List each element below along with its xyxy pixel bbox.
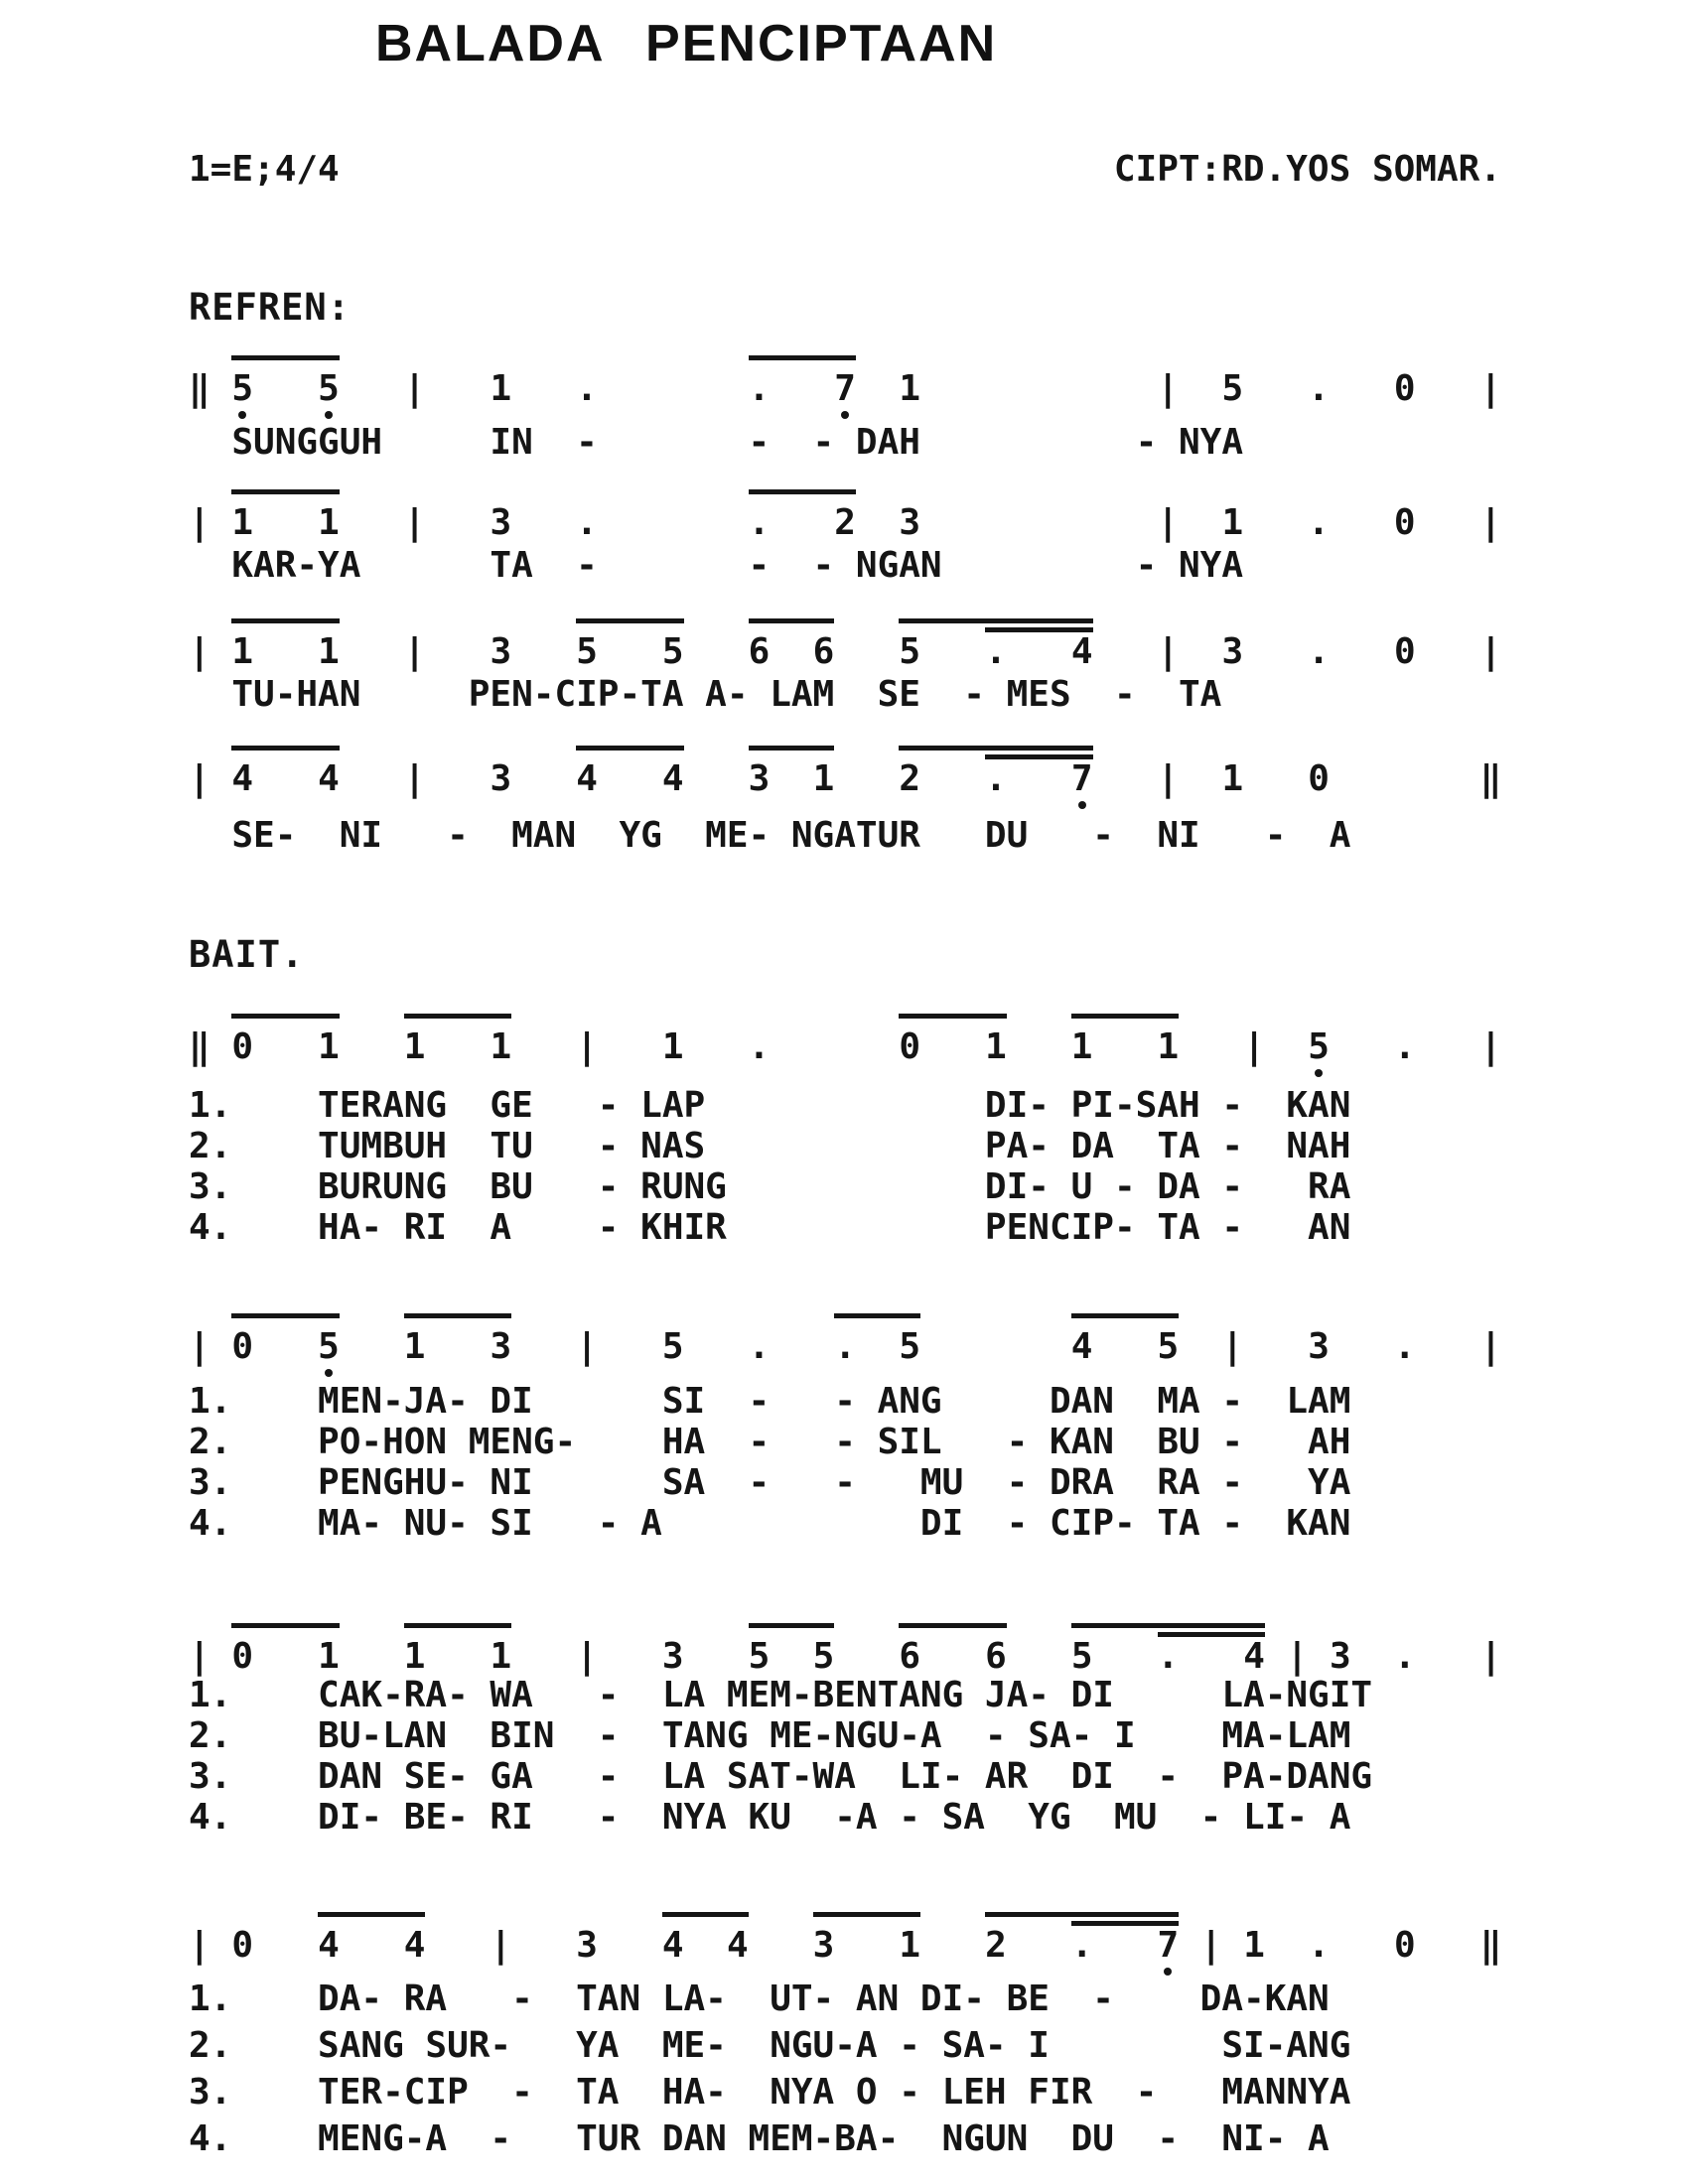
beamed-notes: 4 bbox=[576, 758, 598, 799]
beamed-notes bbox=[425, 1025, 490, 1069]
beamed-notes bbox=[1093, 1924, 1158, 1968]
notes: | bbox=[189, 1925, 232, 1966]
beamed-notes: 1 bbox=[490, 1636, 512, 1677]
notes: . | bbox=[1350, 1636, 1502, 1677]
beamed-notes: 7 bbox=[1157, 1925, 1180, 1966]
notes: . | bbox=[1329, 1026, 1502, 1067]
notation-line bbox=[189, 630, 1501, 674]
beamed-notes bbox=[1007, 630, 1071, 674]
beamed-notes bbox=[598, 757, 662, 801]
beamed-notes bbox=[1007, 1924, 1071, 1968]
beamed-notes: 1 bbox=[403, 1026, 426, 1067]
notes bbox=[834, 630, 899, 674]
beamed-notes bbox=[598, 630, 662, 674]
beamed-notes bbox=[1179, 1635, 1243, 1679]
notes: | 3 bbox=[425, 1925, 662, 1966]
beamed-notes: 4 bbox=[318, 1925, 340, 1966]
beamed-notes: 4 bbox=[1070, 1326, 1093, 1367]
beamed-notes: 6 bbox=[985, 1636, 1007, 1677]
notes: | bbox=[1179, 1026, 1309, 1067]
beamed-notes bbox=[253, 367, 318, 411]
beamed-notes bbox=[770, 1635, 812, 1679]
beamed-notes: . bbox=[748, 368, 771, 409]
lyric-line: 2. SANG SUR- YA ME- NGU-A - SA- I SI-ANG bbox=[189, 2025, 1351, 2066]
notes bbox=[920, 1325, 1071, 1369]
section-label: BAIT. bbox=[189, 933, 305, 976]
beamed-notes: . bbox=[1070, 1925, 1093, 1966]
beamed-notes bbox=[253, 757, 318, 801]
lyric-line: 4. MA- NU- SI - A DI - CIP- TA - KAN bbox=[189, 1503, 1351, 1544]
lyric-line: 3. DAN SE- GA - LA SAT-WA LI- AR DI - PA-DANG bbox=[189, 1756, 1373, 1797]
notes: 1 bbox=[1243, 1925, 1265, 1966]
beamed-notes: . bbox=[834, 1326, 856, 1367]
beamed-notes bbox=[253, 1635, 318, 1679]
beamed-notes: 7 bbox=[834, 368, 856, 409]
beamed-notes: 1 bbox=[403, 1636, 426, 1677]
beamed-notes: 4 bbox=[1070, 631, 1093, 672]
notes: | bbox=[189, 1326, 232, 1367]
beamed-notes: 5 bbox=[812, 1636, 835, 1677]
lyric-line: 2. TUMBUH TU - NAS PA- DA TA - NAH bbox=[189, 1126, 1351, 1166]
beamed-notes: 6 bbox=[899, 1636, 921, 1677]
beamed-notes: 5 bbox=[231, 368, 254, 409]
lyric-line: 4. DI- BE- RI - NYA KU -A - SA YG MU - LI- A bbox=[189, 1797, 1351, 1838]
beamed-notes: 5 bbox=[576, 631, 598, 672]
notes: 0 bbox=[231, 1925, 254, 1966]
beamed-notes: 5 bbox=[1070, 1636, 1093, 1677]
beamed-notes bbox=[1092, 1025, 1157, 1069]
beamed-notes: 1 bbox=[403, 1326, 426, 1367]
lyric-line: 3. BURUNG BU - RUNG DI- U - DA - RA bbox=[189, 1166, 1351, 1207]
notes: 1 | 5 . 0 | bbox=[855, 368, 1502, 409]
beamed-notes: 4 bbox=[661, 1925, 684, 1966]
notation-line bbox=[189, 1924, 1501, 1968]
beamed-notes: 1 bbox=[318, 1636, 340, 1677]
beamed-notes: 1 bbox=[812, 758, 835, 799]
beamed-notes bbox=[253, 1025, 318, 1069]
notes: ‖ bbox=[189, 368, 232, 409]
beamed-notes bbox=[253, 501, 318, 545]
beamed-notes: 0 bbox=[899, 1026, 921, 1067]
beamed-notes: 3 bbox=[490, 1326, 512, 1367]
notes: ‖ bbox=[189, 1026, 232, 1067]
beamed-notes: 1 bbox=[490, 1026, 512, 1067]
notes: | 1 . bbox=[339, 368, 749, 409]
beamed-notes: 1 bbox=[318, 502, 340, 543]
beamed-notes bbox=[834, 1924, 899, 1968]
beamed-notes bbox=[920, 1025, 985, 1069]
notes: | 1 . bbox=[511, 1026, 900, 1067]
beamed-notes bbox=[856, 1325, 899, 1369]
lyric-line: 2. BU-LAN BIN - TANG ME-NGU-A - SA- I MA-LAM bbox=[189, 1715, 1351, 1756]
notes: | bbox=[189, 502, 232, 543]
beamed-notes: 4 bbox=[726, 1925, 749, 1966]
beamed-notes: 1 bbox=[318, 631, 340, 672]
beamed-notes: . bbox=[1157, 1636, 1180, 1677]
beamed-notes bbox=[425, 1635, 490, 1679]
notes: | bbox=[189, 631, 232, 672]
notes bbox=[253, 1924, 318, 1968]
notation-line bbox=[189, 1025, 1501, 1069]
notes bbox=[834, 1635, 899, 1679]
lyric-line: 3. TER-CIP - TA HA- NYA O - LEH FIR - MANNYA bbox=[189, 2072, 1351, 2113]
lyric-line: 4. HA- RI A - KHIR PENCIP- TA - AN bbox=[189, 1207, 1351, 1248]
lyric-line: 1. CAK-RA- WA - LA MEM-BENTANG JA- DI LA-NGIT bbox=[189, 1675, 1373, 1715]
beamed-notes: 4 bbox=[661, 758, 684, 799]
notation-line bbox=[189, 1635, 1501, 1679]
beamed-notes: . bbox=[985, 758, 1007, 799]
beamed-notes: 1 bbox=[318, 1026, 340, 1067]
notes bbox=[684, 757, 749, 801]
notes: | 3 . | bbox=[1179, 1326, 1502, 1367]
beamed-notes: 4 bbox=[1243, 1636, 1265, 1677]
beamed-notes: 1 bbox=[1070, 1026, 1093, 1067]
notes: | 5 . bbox=[511, 1326, 835, 1367]
lyric-line: TU-HAN PEN-CIP-TA A- LAM SE - MES - TA bbox=[189, 674, 1222, 715]
beamed-notes: 5 bbox=[318, 368, 340, 409]
notes bbox=[340, 1325, 404, 1369]
beamed-notes: 6 bbox=[812, 631, 835, 672]
beamed-notes: 3 bbox=[812, 1925, 835, 1966]
beamed-notes bbox=[253, 1325, 318, 1369]
beamed-notes: . bbox=[748, 502, 771, 543]
notes bbox=[1007, 1635, 1071, 1679]
composer-credit: CIPT:RD.YOS SOMAR. bbox=[1113, 149, 1501, 190]
notes: | 3 bbox=[339, 631, 577, 672]
beamed-notes bbox=[770, 367, 834, 411]
notes: | 3 bbox=[511, 1636, 749, 1677]
beamed-notes: 1 bbox=[1157, 1026, 1180, 1067]
beamed-notes bbox=[1092, 1325, 1157, 1369]
beamed-notes: 1 bbox=[231, 502, 254, 543]
notes bbox=[1007, 1025, 1071, 1069]
beamed-notes: . bbox=[985, 631, 1007, 672]
lyric-line: 1. TERANG GE - LAP DI- PI-SAH - KAN bbox=[189, 1085, 1351, 1126]
beamed-notes: 2 bbox=[985, 1925, 1007, 1966]
beamed-notes bbox=[770, 630, 812, 674]
notes bbox=[920, 1924, 985, 1968]
beamed-notes: 0 bbox=[231, 1326, 254, 1367]
notes: | 3 . bbox=[339, 502, 749, 543]
notation-line bbox=[189, 1325, 1501, 1369]
notation-line bbox=[189, 367, 1501, 411]
notes: 3 | 1 . 0 | bbox=[855, 502, 1502, 543]
section-label: REFREN: bbox=[189, 286, 351, 329]
beamed-notes bbox=[425, 1325, 490, 1369]
lyric-line: SE- NI - MAN YG ME- NGATUR DU - NI - A bbox=[189, 815, 1351, 856]
notes bbox=[340, 1025, 404, 1069]
beamed-notes: 5 bbox=[899, 631, 921, 672]
lyric-line: 1. DA- RA - TAN LA- UT- AN DI- BE - DA-KAN bbox=[189, 1979, 1330, 2019]
beamed-notes bbox=[684, 1924, 727, 1968]
lyric-line: 1. MEN-JA- DI SI - - ANG DAN MA - LAM bbox=[189, 1381, 1351, 1422]
key-time-signature: 1=E;4/4 bbox=[189, 149, 340, 190]
notes: | bbox=[1264, 1636, 1330, 1677]
beamed-notes: 5 bbox=[1157, 1326, 1180, 1367]
beamed-notes bbox=[770, 757, 812, 801]
notes bbox=[749, 1924, 813, 1968]
lyric-line: SUNGGUH IN - - - DAH - NYA bbox=[189, 422, 1244, 463]
beamed-notes: 5 bbox=[748, 1636, 771, 1677]
notes bbox=[684, 630, 749, 674]
notes: | 3 . 0 | bbox=[1092, 631, 1502, 672]
beamed-notes: 4 bbox=[403, 1925, 426, 1966]
notes: . 0 ‖ bbox=[1264, 1925, 1502, 1966]
beamed-notes: 3 bbox=[748, 758, 771, 799]
beamed-notes bbox=[920, 630, 985, 674]
beamed-notes: 4 bbox=[231, 758, 254, 799]
notation-line bbox=[189, 757, 1501, 801]
beamed-notes: 0 bbox=[231, 1636, 254, 1677]
beamed-notes bbox=[340, 1924, 404, 1968]
notes: | bbox=[189, 1636, 232, 1677]
beamed-notes: 5 bbox=[661, 631, 684, 672]
beamed-notes: 4 bbox=[318, 758, 340, 799]
notes: | 3 bbox=[339, 758, 577, 799]
beamed-notes: 5 bbox=[899, 1326, 921, 1367]
beamed-notes: 1 bbox=[231, 631, 254, 672]
notes: | bbox=[1179, 1925, 1244, 1966]
beamed-notes bbox=[770, 501, 834, 545]
beamed-notes bbox=[1007, 757, 1071, 801]
notes bbox=[340, 1635, 404, 1679]
beamed-notes: 1 bbox=[899, 1925, 921, 1966]
beamed-notes bbox=[1093, 1635, 1158, 1679]
beamed-notes: 5 bbox=[318, 1326, 340, 1367]
lyric-line: 3. PENGHU- NI SA - - MU - DRA RA - YA bbox=[189, 1462, 1351, 1503]
meta-row bbox=[189, 149, 1501, 190]
notes: 3 bbox=[1329, 1636, 1351, 1677]
notation-line bbox=[189, 501, 1501, 545]
beamed-notes: 2 bbox=[899, 758, 921, 799]
lyric-line: 4. MENG-A - TUR DAN MEM-BA- NGUN DU - NI- A bbox=[189, 2118, 1330, 2159]
notes: | bbox=[189, 758, 232, 799]
beamed-notes bbox=[920, 1635, 985, 1679]
beamed-notes: 6 bbox=[748, 631, 771, 672]
notes bbox=[834, 757, 899, 801]
beamed-notes: 1 bbox=[985, 1026, 1007, 1067]
beamed-notes: 2 bbox=[834, 502, 856, 543]
lyric-line: KAR-YA TA - - - NGAN - NYA bbox=[189, 545, 1244, 586]
lyric-line: 2. PO-HON MENG- HA - - SIL - KAN BU - AH bbox=[189, 1422, 1351, 1462]
notes: 5 bbox=[1308, 1026, 1330, 1067]
song-title: BALADA PENCIPTAAN bbox=[375, 15, 998, 72]
beamed-notes: 0 bbox=[231, 1026, 254, 1067]
beamed-notes bbox=[920, 757, 985, 801]
beamed-notes: 7 bbox=[1070, 758, 1093, 799]
beamed-notes bbox=[253, 630, 318, 674]
notes: | 1 0 ‖ bbox=[1092, 758, 1502, 799]
